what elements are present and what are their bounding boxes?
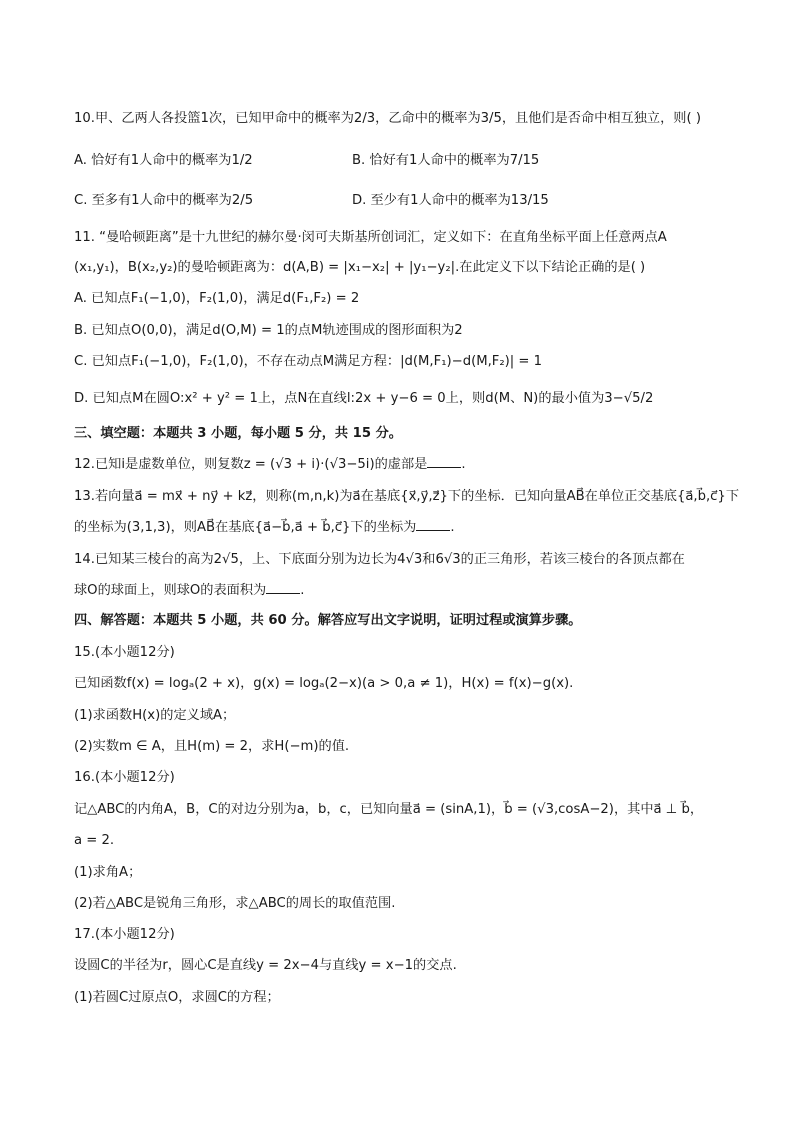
q11-option-d: D. 已知点M在圆O:x² + y² = 1上，点N在直线l:2x + y−6 = 0上，则d(M、N)的最小值为3−√5/2 <box>74 391 654 406</box>
q16-stem-line1: 记△ABC的内角A，B，C的对边分别为a，b，c，已知向量a⃗ = (sinA,1)，b⃗ = (√3,cosA−2)，其中a⃗ ⊥ b⃗， <box>74 802 704 817</box>
q15-stem: 已知函数f(x) = logₐ(2 + x)，g(x) = logₐ(2−x)(a > 0,a ≠ 1)，H(x) = f(x)−g(x). <box>74 676 574 691</box>
q16-heading: 16.(本小题12分) <box>74 770 175 785</box>
q17-part1: (1)若圆C过原点O，求圆C的方程； <box>74 990 280 1005</box>
q12-text: 12.已知i是虚数单位，则复数z = (√3 + i)·(√3−5i)的虚部是 <box>74 457 428 472</box>
q15-part2: (2)实数m ∈ A，且H(m) = 2，求H(−m)的值. <box>74 739 350 754</box>
q14-answer-blank <box>266 582 300 594</box>
q13-answer-blank <box>416 519 450 531</box>
q11-stem-line1: 11. “曼哈顿距离”是十九世纪的赫尔曼·闵可夫斯基所创词汇，定义如下：在直角坐标平面上任意两点A <box>74 230 667 245</box>
q10-option-c: C. 至多有1人命中的概率为2/5 <box>74 193 254 208</box>
q11-stem-line2: (x₁,y₁)，B(x₂,y₂)的曼哈顿距离为：d(A,B) = |x₁−x₂| + |y₁−y₂|.在此定义下以下结论正确的是( ) <box>74 260 646 275</box>
q14-stem-line1: 14.已知某三棱台的高为2√5，上、下底面分别为边长为4√3和6√3的正三角形，若该三棱台的各顶点都在 <box>74 552 685 567</box>
q15-part1: (1)求函数H(x)的定义域A； <box>74 708 236 723</box>
q11-option-c: C. 已知点F₁(−1,0)，F₂(1,0)，不存在动点M满足方程：|d(M,F₁)−d(M,F₂)| = 1 <box>74 354 543 369</box>
q12-answer-blank <box>427 456 461 468</box>
q13-end: . <box>450 520 455 535</box>
q13-text: 的坐标为(3,1,3)，则AB⃗在基底{a⃗−b⃗,a⃗ + b⃗,c⃗}下的坐标为 <box>74 520 417 535</box>
q16-part1: (1)求角A； <box>74 865 142 880</box>
q13-stem-line1: 13.若向量a⃗ = mx⃗ + ny⃗ + kz⃗，则称(m,n,k)为a⃗在基底{x⃗,y⃗,z⃗}下的坐标．已知向量AB⃗在单位正交基底{a⃗,b⃗,c⃗}下 <box>74 489 740 504</box>
section-fill-in-heading: 三、填空题：本题共 3 小题，每小题 5 分，共 15 分。 <box>74 426 402 441</box>
q15-heading: 15.(本小题12分) <box>74 645 175 660</box>
section-solution-heading: 四、解答题：本题共 5 小题，共 60 分。解答应写出文字说明，证明过程或演算步骤。 <box>74 613 582 628</box>
q10-option-b: B. 恰好有1人命中的概率为7/15 <box>352 153 540 168</box>
q12-end: . <box>461 457 466 472</box>
q16-part2: (2)若△ABC是锐角三角形，求△ABC的周长的取值范围. <box>74 896 396 911</box>
q14-end: . <box>300 583 305 598</box>
q13-stem-line2 <box>74 519 455 537</box>
q14-stem-line2 <box>74 582 304 600</box>
q10-option-a: A. 恰好有1人命中的概率为1/2 <box>74 153 253 168</box>
q17-stem: 设圆C的半径为r，圆心C是直线y = 2x−4与直线y = x−1的交点. <box>74 958 457 973</box>
q14-text: 球O的球面上，则球O的表面积为 <box>74 583 267 598</box>
q10-stem: 10.甲、乙两人各投篮1次，已知甲命中的概率为2/3，乙命中的概率为3/5，且他们是否命中相互独立，则( ) <box>74 111 701 126</box>
q11-option-a: A. 已知点F₁(−1,0)，F₂(1,0)，满足d(F₁,F₂) = 2 <box>74 291 360 306</box>
q16-stem-line2: a = 2. <box>74 833 115 848</box>
q17-heading: 17.(本小题12分) <box>74 927 175 942</box>
q12-stem <box>74 456 466 474</box>
q11-option-b: B. 已知点O(0,0)，满足d(O,M) = 1的点M轨迹围成的图形面积为2 <box>74 323 463 338</box>
q10-option-d: D. 至少有1人命中的概率为13/15 <box>352 193 549 208</box>
